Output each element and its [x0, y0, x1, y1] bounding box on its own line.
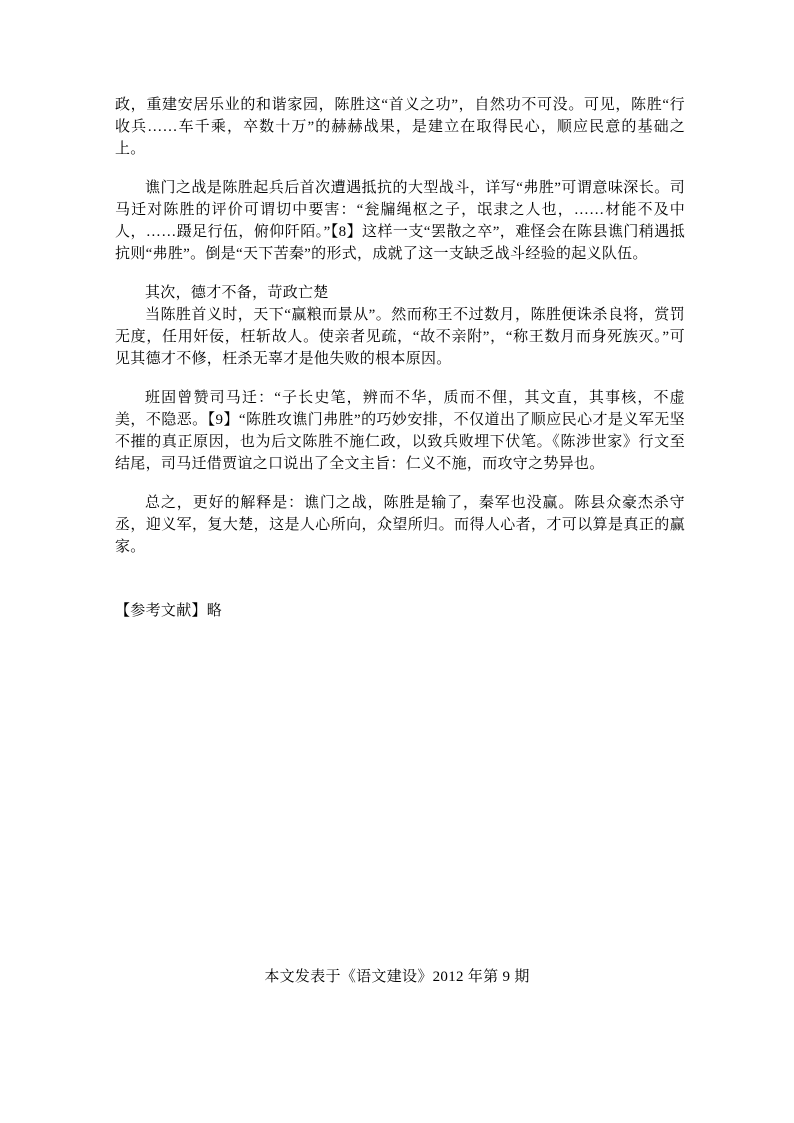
publication-note: 本文发表于《语文建设》2012 年第 9 期 [264, 969, 530, 985]
body-text-block [115, 94, 685, 622]
body-paragraph-continuation: 政，重建安居乐业的和谐家园，陈胜这“首义之功”，自然功不可没。可见，陈胜“行收兵……车千乘，卒数十万”的赫赫战果，是建立在取得民心，顺应民意的基础之上。 [115, 97, 685, 157]
body-paragraph-chensheng-first-rise: 当陈胜首义时，天下“赢粮而景从”。然而称王不过数月，陈胜便诛杀良将，赏罚无度，任用奸佞，枉斩故人。使亲者见疏，“故不亲附”，“称王数月而身死族灭。”可见其德才不修，枉杀无辜才是他失败的根本原因。 [115, 307, 685, 367]
body-paragraph-bangu-praise: 班固曾赞司马迁：“子长史笔，辨而不华，质而不俚，其文直，其事核，不虚美，不隐恶。【9】“陈胜攻谯门弗胜”的巧妙安排，不仅道出了顺应民心才是义军无坚不摧的真正原因，也为后文陈胜不施仁政，以致兵败埋下伏笔。《陈涉世家》行文至结尾，司马迁借贾谊之口说出了全文主旨：仁义不施，而攻守之势异也。 [115, 390, 685, 472]
body-paragraph-qiaomen-battle: 谯门之战是陈胜起兵后首次遭遇抵抗的大型战斗，详写“弗胜”可谓意味深长。司马迁对陈胜的评价可谓切中要害：“瓮牖绳枢之子，氓隶之人也，……材能不及中人，……蹑足行伍，俯仰阡陌。”【8】这样一支“罢散之卒”，难怪会在陈县谯门稍遇抵抗则“弗胜”。倒是“天下苦秦”的形式，成就了这一支缺乏战斗经验的起义队伍。 [115, 180, 685, 262]
body-paragraph-conclusion: 总之，更好的解释是：谯门之战，陈胜是输了，秦军也没赢。陈县众豪杰杀守丞，迎义军，复大楚，这是人心所向，众望所归。而得人心者，才可以算是真正的赢家。 [115, 495, 685, 555]
reference-heading: 【参考文献】略 [115, 603, 223, 619]
section-lead-line: 其次，德才不备，苛政亡楚 [145, 285, 329, 301]
